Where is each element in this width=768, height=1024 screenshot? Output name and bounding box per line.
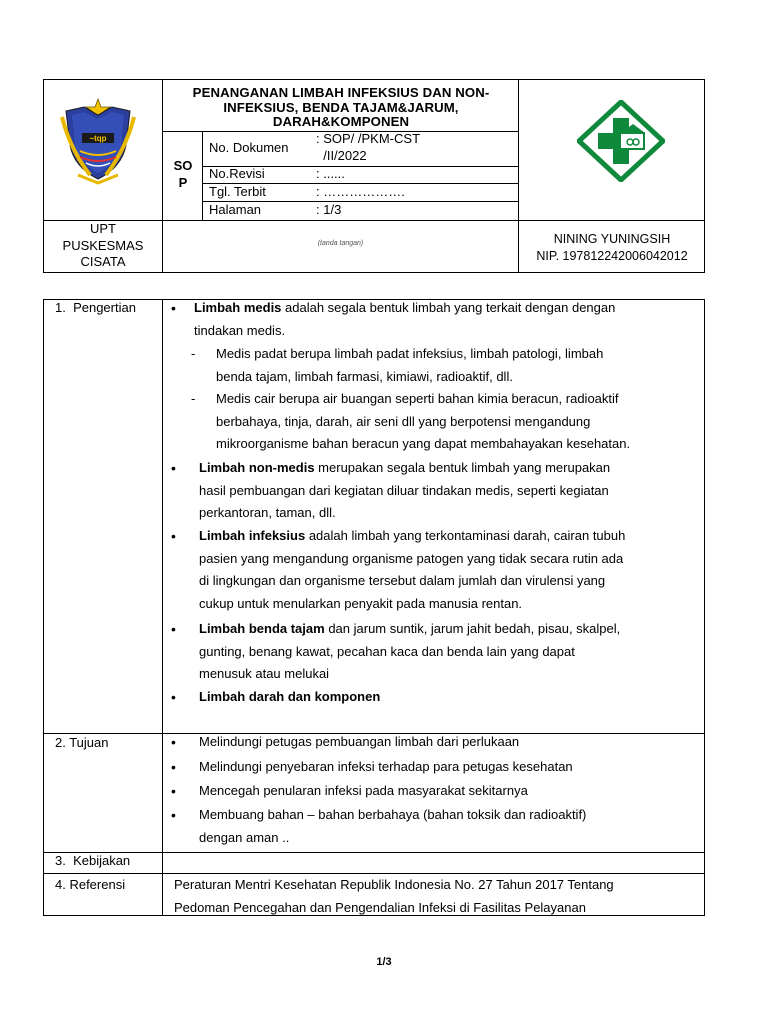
goal-item: Melindungi petugas pembuangan limbah dari perlukaan: [199, 734, 520, 749]
section-label-kebijakan: 3. Kebijakan: [55, 853, 131, 868]
section-label-tujuan: 2. Tujuan: [55, 735, 109, 750]
bullet-icon: •: [171, 460, 176, 476]
bullet-icon: •: [171, 689, 176, 705]
definition-sharps: Limbah benda tajam dan jarum suntik, jarum jahit bedah, pisau, skalpel, gunting, benang kawat, pecahan kaca dan benda lain yang dapat menusuk atau melukai: [199, 621, 621, 682]
bullet-icon: •: [171, 759, 176, 775]
bullet-icon: •: [171, 807, 176, 823]
sop-label: SO P: [173, 158, 193, 190]
goal-item: Melindungi penyebaran infeksi terhadap para petugas kesehatan: [199, 759, 573, 774]
organization-name: UPT PUSKESMAS CISATA: [62, 221, 144, 269]
definition-infectious: Limbah infeksius adalah limbah yang terkontaminasi darah, cairan tubuh pasien yang mengandung organisme patogen yang tidak secara rutin ada di lingkungan dan organisme tersebut dalam jumlah dan virulensi yang cukup untuk menularkan penyakit pada manusia rentan.: [199, 528, 626, 612]
page-value: : 1/3: [316, 202, 342, 217]
section-label-pengertian: 1. Pengertian: [55, 300, 136, 315]
signature-placeholder: (tanda tangan): [317, 240, 364, 247]
puskesmas-logo: [577, 100, 665, 182]
signer-name: NINING YUNINGSIH: [553, 232, 671, 246]
page-label: Halaman: [209, 202, 262, 217]
doc-number-label: No. Dokumen: [209, 140, 289, 155]
document-title: [164, 86, 518, 130]
dash-icon: -: [191, 391, 196, 406]
goal-item: Membuang bahan – bahan berbahaya (bahan toksik dan radioaktif) dengan aman ..: [199, 807, 587, 845]
bullet-icon: •: [171, 783, 176, 799]
signer-nip: NIP. 197812242006042012: [536, 248, 688, 263]
definition-medical-waste: Limbah medis adalah segala bentuk limbah yang terkait dengan dengan tindakan medis.: [194, 300, 616, 338]
definition-solid-medical: Medis padat berupa limbah padat infeksius, limbah patologi, limbah benda tajam, limbah farmasi, kimiawi, radioaktif, dll.: [216, 346, 604, 384]
doc-number-value: : SOP/ /PKM-CST: [316, 131, 421, 146]
section-label-referensi: 4. Referensi: [55, 877, 126, 892]
revision-label: No.Revisi: [209, 166, 265, 181]
definition-liquid-medical: Medis cair berupa air buangan seperti bahan kimia beracun, radioaktif berbahaya, tinja, darah, air seni dll yang berpotensi mengandung mikroorganisme bahan beracun yang dapat membahayakan kesehatan.: [216, 391, 631, 452]
title-line: PENANGANAN LIMBAH INFEKSIUS DAN NON-: [192, 85, 490, 100]
doc-number-value: /II/2022: [316, 148, 367, 163]
svg-text:~tqp: ~tqp: [89, 134, 107, 143]
title-line: DARAH&KOMPONEN: [272, 114, 410, 129]
bullet-icon: •: [171, 621, 176, 637]
title-line: INFEKSIUS, BENDA TAJAM&JARUM,: [223, 99, 459, 115]
issue-date-value: : ……………….: [316, 184, 405, 199]
page-number: 1/3: [376, 956, 392, 968]
bullet-icon: •: [171, 300, 176, 316]
bullet-icon: •: [171, 734, 176, 750]
regional-emblem-logo: [56, 97, 140, 185]
divider: [162, 299, 163, 916]
revision-value: : ......: [316, 166, 345, 181]
dash-icon: -: [191, 346, 196, 361]
divider: [202, 131, 203, 220]
goal-item: Mencegah penularan infeksi pada masyarakat sekitarnya: [199, 783, 528, 798]
reference-text: Peraturan Mentri Kesehatan Republik Indonesia No. 27 Tahun 2017 Tentang Pedoman Pencegahan dan Pengendalian Infeksi di Fasilitas Pelayanan: [174, 877, 614, 915]
signer-block: [519, 231, 705, 264]
definition-blood: Limbah darah dan komponen: [199, 689, 381, 704]
definition-non-medical: Limbah non-medis merupakan segala bentuk limbah yang merupakan hasil pembuangan dari kegiatan diluar tindakan medis, seperti kegiatan perkantoran, taman, dll.: [199, 460, 611, 521]
issue-date-label: Tgl. Terbit: [209, 184, 266, 199]
divider: [43, 852, 705, 853]
bullet-icon: •: [171, 528, 176, 544]
